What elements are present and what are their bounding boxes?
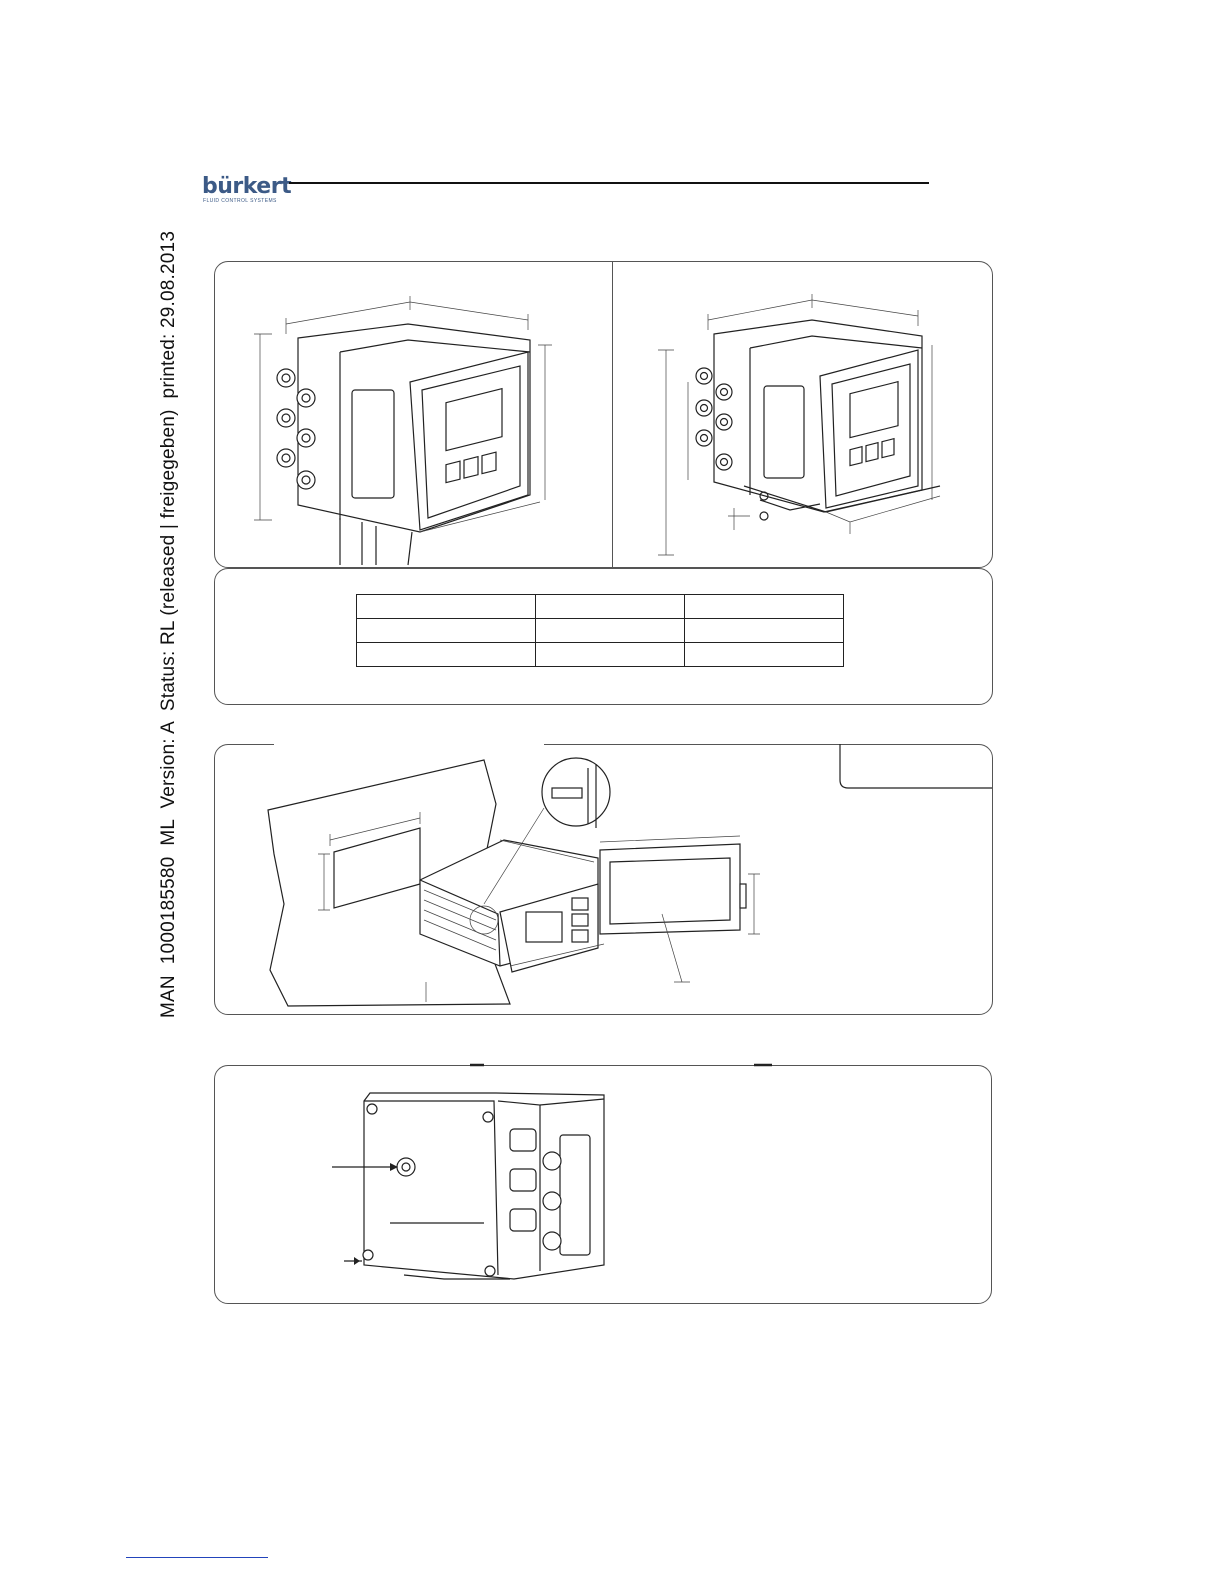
- logo-wordmark: bürkert: [202, 174, 292, 199]
- rear-view-figure: [214, 1065, 994, 1305]
- wall-mount-figure-right: [640, 290, 980, 565]
- dimension-table: [356, 594, 844, 667]
- burkert-logo: [202, 172, 292, 206]
- header-rule: [289, 182, 929, 184]
- footer-link-underline[interactable]: [126, 1557, 268, 1558]
- wall-mount-figure-left: [240, 290, 610, 565]
- table-row: [357, 595, 844, 619]
- table-cell: [536, 595, 685, 619]
- panel-mount-figure: [214, 744, 994, 1016]
- table-cell: [357, 595, 536, 619]
- release-status-text: MAN 1000185580 ML Version: A Status: RL (released | freigegeben) printed: 29.08.2013: [158, 230, 179, 1018]
- table-cell: [357, 619, 536, 643]
- table-cell: [357, 643, 536, 667]
- table-cell: [536, 643, 685, 667]
- table-cell: [685, 619, 844, 643]
- table-cell: [685, 595, 844, 619]
- table-row: [357, 619, 844, 643]
- table-cell: [685, 643, 844, 667]
- logo-tagline: FLUID CONTROL SYSTEMS: [203, 198, 277, 204]
- table-row: [357, 643, 844, 667]
- table-cell: [536, 619, 685, 643]
- figure-panel-divider: [612, 262, 613, 567]
